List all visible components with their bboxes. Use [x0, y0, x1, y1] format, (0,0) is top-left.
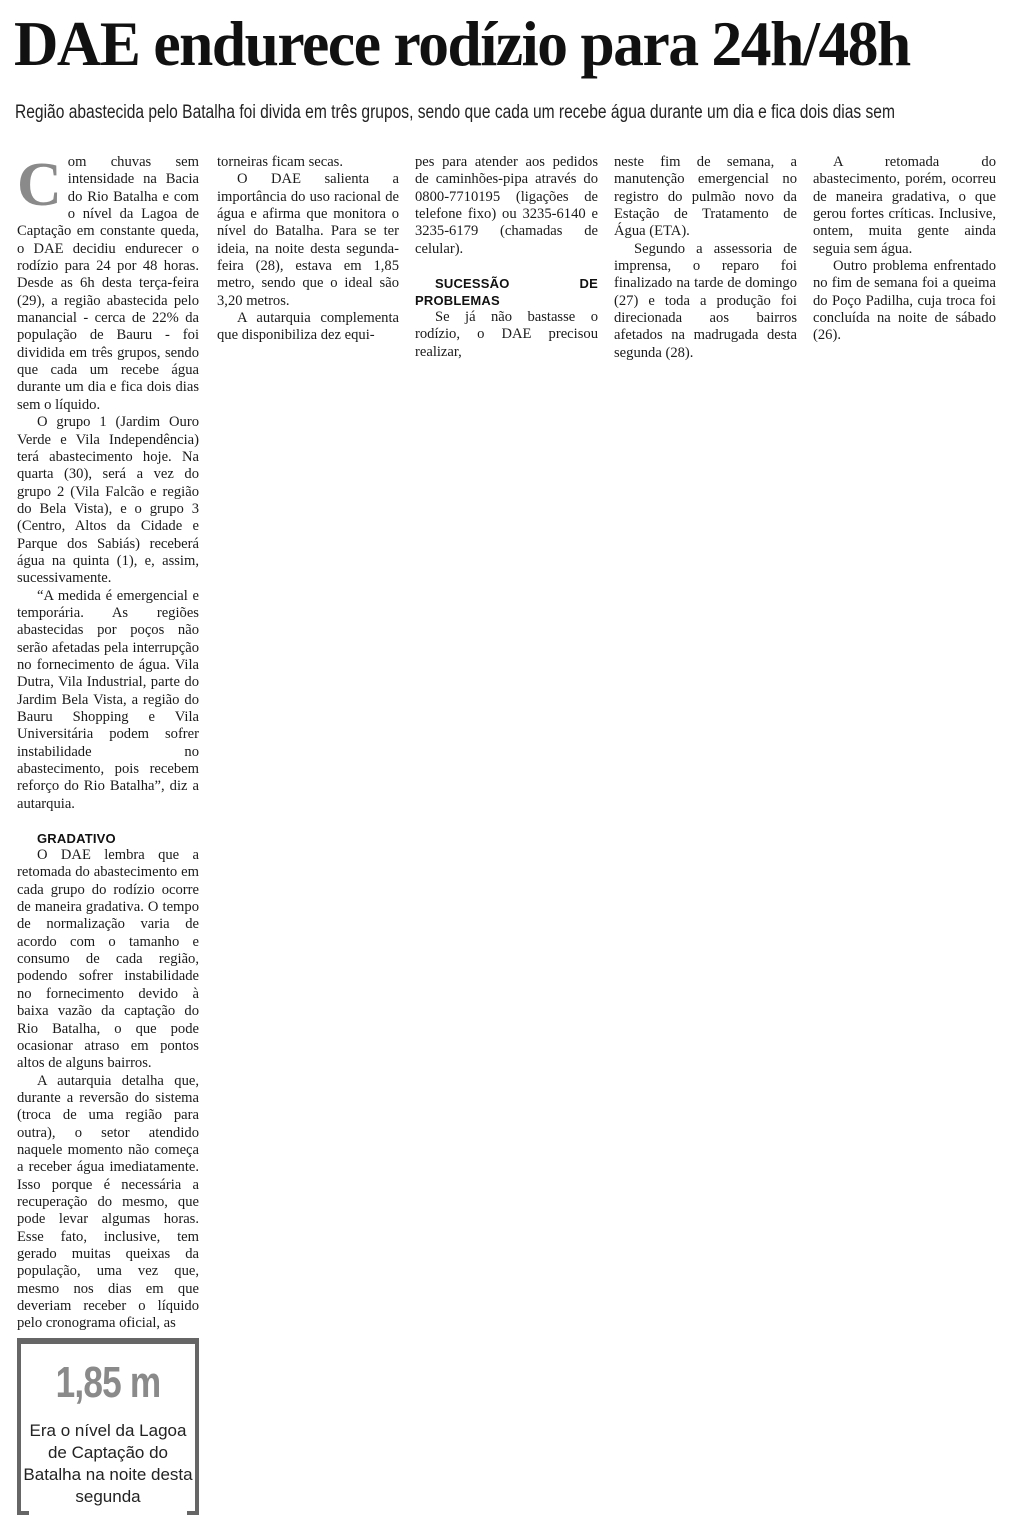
- callout-value: 1,85 m: [55, 1358, 161, 1407]
- column-4: [614, 154, 797, 362]
- paragraph-salienta: O DAE salienta a importância do uso racional de água e afirma que monitora o nível do Batalha. Para se ter ideia, na noite desta segunda-feira (28), estava em 1,85 metro, sendo que o ideal são 3,20 metros.: [217, 171, 399, 309]
- callout-box: [17, 1338, 199, 1515]
- callout-frame-right-corner: [187, 1511, 199, 1515]
- section-spacer: [415, 258, 598, 275]
- lead-paragraph: [17, 151, 199, 414]
- subheadline: Região abastecida pelo Batalha foi divida em três grupos, sendo que cada um recebe água durante um dia e fica dois dias sem: [15, 102, 895, 123]
- callout-frame-left-corner: [17, 1511, 29, 1515]
- section-heading-sucessao: SUCESSÃO DE PROBLEMAS: [415, 276, 598, 309]
- callout-text: Era o nível da Lagoa de Captação do Batalha na noite desta segunda: [23, 1421, 193, 1506]
- section-spacer: [17, 813, 199, 830]
- section-heading-gradativo: GRADATIVO: [37, 831, 116, 847]
- lead-text: om chuvas sem intensidade na Bacia do Rio Batalha e com o nível da Lagoa de Captação em constante queda, o DAE decidiu endurecer o rodízio para 24 por 48 horas. Desde as 6h desta terça-feira (29), a região abastecida pelo manancial - cerca de 22% da população de Bauru - foi dividida em três grupos, sendo que cada um recebe água durante um dia e fica dois dias sem o líquido.: [17, 154, 199, 413]
- paragraph-assessoria: Segundo a assessoria de imprensa, o reparo foi finalizado na tarde de domingo (27) e toda a produção foi direcionada aos bairros afetados na madrugada desta segunda (28).: [614, 240, 797, 361]
- paragraph-lembra: O DAE lembra que a retomada do abastecimento em cada grupo do rodízio ocorre de maneira gradativa. O tempo de normalização varia de acordo com o tamanho e consumo de cada região, podendo sofrer instabilidade no fornecimento devido à baixa vazão da captação do Rio Batalha, o que pode ocasionar atraso em pontos altos de alguns bairros.: [17, 847, 199, 1072]
- paragraph-outro: Outro problema enfrentado no fim de semana foi a queima do Poço Padilha, cuja troca foi concluída na noite de sábado (26).: [813, 258, 996, 344]
- column-1: [17, 151, 199, 1333]
- paragraph-medida: “A medida é emergencial e temporária. As regiões abastecidas por poços não serão afetadas pela interrupção no fornecimento de água. Vila Dutra, Vila Industrial, parte do Jardim Bela Vista, a região do Bauru Shopping e Vila Universitária podem sofrer instabilidade no abastecimento, pois recebem reforço do Rio Batalha”, diz a autarquia.: [17, 587, 199, 812]
- paragraph-pes: pes para atender aos pedidos de caminhões-pipa através do 0800-7710195 (ligações de telefone fixo) ou 3235-6140 e 3235-6179 (chamadas de celular).: [415, 154, 598, 257]
- column-2: [217, 154, 399, 345]
- callout-bottom-frame: [17, 1511, 199, 1515]
- column-3: [415, 154, 598, 361]
- column-5: [813, 154, 996, 345]
- drop-cap: C: [17, 151, 62, 219]
- headline: DAE endurece rodízio para 24h/48h: [14, 8, 910, 79]
- paragraph-torneiras: torneiras ficam secas.: [217, 154, 344, 170]
- paragraph-detalha: A autarquia detalha que, durante a reversão do sistema (troca de uma região para outra), o setor atendido naquele momento não começa a receber água imediatamente. Isso porque é necessária a recuperação do mesmo, que pode levar algumas horas. Esse fato, inclusive, tem gerado muitas queixas da população, uma vez que, mesmo nos dias em que deveriam receber o líquido pelo cronograma oficial, as: [17, 1072, 199, 1332]
- paragraph-retomada: A retomada do abastecimento, porém, ocorreu de maneira gradativa, o que gerou fortes críticas. Inclusive, ontem, muita gente ainda seguia sem água.: [813, 154, 996, 257]
- paragraph-bastasse: Se já não bastasse o rodízio, o DAE precisou realizar,: [415, 309, 598, 360]
- paragraph-fim-semana: neste fim de semana, a manutenção emergencial no registro do pulmão novo da Estação de Tratamento de Água (ETA).: [614, 154, 797, 240]
- paragraph-grupo: O grupo 1 (Jardim Ouro Verde e Vila Independência) terá abastecimento hoje. Na quarta (30), será a vez do grupo 2 (Vila Falcão e região do Bela Vista), e o grupo 3 (Centro, Altos da Cidade e Parque dos Sabiás) receberá água na quinta (1), e, assim, sucessivamente.: [17, 414, 199, 587]
- paragraph-complementa: A autarquia complementa que disponibiliza dez equi-: [217, 310, 399, 344]
